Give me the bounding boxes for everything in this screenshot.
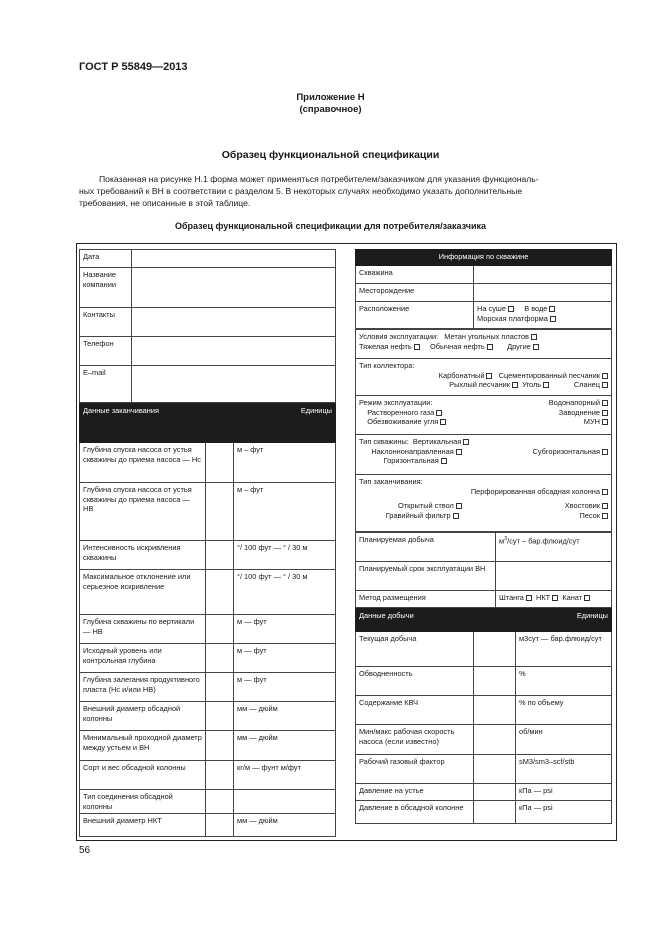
email-field[interactable] xyxy=(132,366,336,403)
date-label: Дата xyxy=(80,250,132,268)
table-row xyxy=(356,725,612,755)
value-field[interactable] xyxy=(206,615,234,644)
value-field[interactable] xyxy=(206,761,234,790)
table-header-row xyxy=(80,404,336,443)
param-unit: м — фут xyxy=(234,644,336,673)
param-unit: м – фут xyxy=(234,443,336,483)
param-unit: мм — дюйм xyxy=(234,702,336,731)
well-type-line xyxy=(359,456,608,466)
table-row xyxy=(356,302,612,329)
contacts-field[interactable] xyxy=(132,308,336,337)
mode-line xyxy=(359,398,608,408)
table-row xyxy=(80,673,336,702)
table-row xyxy=(80,570,336,615)
mode-cell xyxy=(356,396,612,435)
location-options xyxy=(474,302,612,329)
contacts-label: Контакты xyxy=(80,308,132,337)
table-row xyxy=(80,366,336,403)
table-row xyxy=(356,435,612,475)
planned-production-unit: $м^3$/сут – бар.флюид/сут xyxy=(496,533,612,562)
value-field[interactable] xyxy=(206,570,234,615)
table-header-row xyxy=(356,250,612,266)
value-field[interactable] xyxy=(474,725,516,755)
param-label: Внешний диаметр обсадной колонны xyxy=(80,702,206,731)
table-row xyxy=(80,308,336,337)
option-cemented-sand: Сцементированный песчаник xyxy=(498,370,600,380)
value-field[interactable] xyxy=(474,784,516,801)
table-row xyxy=(356,533,612,562)
param-label: Давление в обсадной колонне xyxy=(356,801,474,824)
customer-data-column xyxy=(79,249,336,837)
option-heavy-oil: Тяжелая нефть xyxy=(359,341,412,351)
table-row xyxy=(80,443,336,483)
checkbox-onshore[interactable] xyxy=(508,306,514,312)
date-field[interactable] xyxy=(132,250,336,268)
option-vertical: Вертикальная xyxy=(412,437,462,446)
option-horizontal: Горизонтальная xyxy=(383,456,439,465)
param-unit: °/ 100 фут — ° / 30 м xyxy=(234,570,336,615)
value-field[interactable] xyxy=(474,801,516,824)
table-row xyxy=(80,702,336,731)
value-field[interactable] xyxy=(206,644,234,673)
location-line xyxy=(477,304,608,314)
phone-label: Телефон xyxy=(80,337,132,366)
company-field[interactable] xyxy=(132,268,336,308)
param-label: Сорт и вес обсадной колонны xyxy=(80,761,206,790)
checkbox-rod[interactable] xyxy=(526,595,532,601)
param-unit: % по объему xyxy=(516,696,612,725)
well-type-line xyxy=(359,447,608,457)
option-water-drive: Водонапорный xyxy=(548,398,600,407)
well-label: Скважина xyxy=(356,266,474,284)
param-label: Исходный уровень или контрольная глубина xyxy=(80,644,206,673)
placement-label: Метод размещения xyxy=(356,591,496,608)
table-row xyxy=(356,784,612,801)
param-label: Текущая добыча xyxy=(356,632,474,667)
value-field[interactable] xyxy=(206,702,234,731)
param-unit: sM3/sm3–scf/stb xyxy=(516,755,612,784)
table-row xyxy=(80,268,336,308)
param-label: Глубина скважины по вертикали — HB xyxy=(80,615,206,644)
option-solution-gas: Растворенного газа xyxy=(367,407,435,417)
option-sand: Песок xyxy=(579,510,600,520)
option-deviated: Наклоннонаправленная xyxy=(371,446,454,456)
conditions-line xyxy=(359,332,608,342)
well-type-line xyxy=(359,437,608,447)
table-row xyxy=(356,284,612,302)
option-liner: Хвостовик xyxy=(564,501,600,510)
option-offshore: Морская платформа xyxy=(477,313,548,323)
table-row xyxy=(356,266,612,284)
param-unit: м — фут xyxy=(234,673,336,702)
checkbox-in-water[interactable] xyxy=(549,306,555,312)
option-coalbed-methane: Метан угольных пластов xyxy=(444,332,529,341)
option-subhorizontal: Субгоризонтальная xyxy=(532,446,600,456)
checkbox-gravel[interactable] xyxy=(453,513,459,519)
option-coal-dewatering: Обезвоживание угля xyxy=(367,417,439,426)
checkbox-other[interactable] xyxy=(533,344,539,350)
checkbox-heavy-oil[interactable] xyxy=(414,344,420,350)
well-info-header: Информация по скважине xyxy=(356,250,612,266)
option-loose-sand: Рыхлый песчаник xyxy=(449,380,511,389)
option-mun: МУН xyxy=(583,417,600,426)
param-label: Глубина залегания продуктивного пласта (Hc и/или HB) xyxy=(80,673,206,702)
checkbox-cable[interactable] xyxy=(584,595,590,601)
checkbox-solution-gas[interactable] xyxy=(436,410,442,416)
appendix-subtitle: (справочное) xyxy=(299,104,362,115)
completion-line xyxy=(359,511,608,521)
checkbox-mun[interactable] xyxy=(602,419,608,425)
checkbox-deviated[interactable] xyxy=(456,449,462,455)
location-line xyxy=(477,314,608,324)
param-label: Глубина спуска насоса от устья скважины до приема насоса — Hc xyxy=(80,443,206,483)
planned-life-field[interactable] xyxy=(496,562,612,591)
reservoir-line xyxy=(359,380,608,390)
param-label: Внешний диаметр НКТ xyxy=(80,814,206,837)
reservoir-cell xyxy=(356,359,612,396)
param-label: Тип соединения обсадной колонны xyxy=(80,790,206,814)
table-header-row xyxy=(356,609,612,632)
units-header: Единицы xyxy=(516,609,612,632)
table-row xyxy=(80,761,336,790)
intro-line: требования, не описанные в этой таблице. xyxy=(79,198,251,208)
param-unit: кПа — psi xyxy=(516,801,612,824)
option-flooding: Заводнение xyxy=(558,407,600,417)
checkbox-coal-dewatering[interactable] xyxy=(440,419,446,425)
page-number: 56 xyxy=(79,845,91,856)
param-label: Минимальный проходной диаметр между устьем и ВН xyxy=(80,731,206,761)
well-type-label: Тип скважины: xyxy=(359,437,409,446)
email-label: E–mail xyxy=(80,366,132,403)
units-header: Единицы xyxy=(234,404,336,443)
placement-options xyxy=(496,591,612,608)
table-row xyxy=(356,330,612,359)
checkbox-liner[interactable] xyxy=(602,503,608,509)
table-row xyxy=(80,731,336,761)
option-perforated: Перфорированная обсадная колонна xyxy=(470,486,600,496)
production-table xyxy=(355,608,612,824)
value-field[interactable] xyxy=(206,541,234,570)
param-unit: мм — дюйм xyxy=(234,731,336,761)
checkbox-vertical[interactable] xyxy=(463,439,469,445)
well-data-column xyxy=(355,249,612,824)
value-field[interactable] xyxy=(474,755,516,784)
option-tubing: НКТ xyxy=(536,593,551,602)
mode-label: Режим эксплуатации: xyxy=(359,398,433,407)
checkbox-regular-oil[interactable] xyxy=(487,344,493,350)
table-row xyxy=(356,359,612,396)
option-other: Другие xyxy=(507,341,531,351)
option-onshore: На суше xyxy=(477,304,506,313)
option-coal: Уголь xyxy=(522,380,542,389)
option-rod: Штанга xyxy=(499,593,524,602)
param-unit: м – фут xyxy=(234,483,336,541)
well-info-table xyxy=(355,249,612,329)
param-label: Обводненность xyxy=(356,667,474,696)
param-label: Рабочий газовый фактор xyxy=(356,755,474,784)
reservoir-label: Тип коллектора: xyxy=(359,361,415,370)
section-title: Образец функциональной спецификации xyxy=(221,149,440,161)
value-field[interactable] xyxy=(206,483,234,541)
planning-table xyxy=(355,532,612,608)
document-header: ГОСТ Р 55849—2013 xyxy=(79,61,188,73)
field-label: Месторождение xyxy=(356,284,474,302)
completion-header: Данные заканчивания xyxy=(80,404,234,443)
value-field[interactable] xyxy=(206,814,234,837)
table-row xyxy=(80,541,336,570)
table-row xyxy=(80,644,336,673)
completion-line xyxy=(359,501,608,511)
table-row xyxy=(356,801,612,824)
param-unit: % xyxy=(516,667,612,696)
planned-production-label: Планируемая добыча xyxy=(356,533,496,562)
intro-line: ных требований к ВН в соответствии с разделом 5. В некоторых случаях необходимо указать дополнительные xyxy=(79,186,523,196)
table-row xyxy=(80,337,336,366)
completion-type-cell xyxy=(356,475,612,532)
planned-life-label: Планируемый срок эксплуатации ВН xyxy=(356,562,496,591)
checkbox-cemented-sand[interactable] xyxy=(602,373,608,379)
value-field[interactable] xyxy=(206,790,234,814)
param-unit: об/мин xyxy=(516,725,612,755)
well-type-cell xyxy=(356,435,612,475)
table-row xyxy=(356,562,612,591)
checkbox-tubing[interactable] xyxy=(552,595,558,601)
param-unit xyxy=(234,790,336,814)
checkbox-horizontal[interactable] xyxy=(441,458,447,464)
table-row xyxy=(80,615,336,644)
checkbox-coalbed-methane[interactable] xyxy=(531,334,537,340)
value-field[interactable] xyxy=(474,667,516,696)
table-row xyxy=(356,755,612,784)
table-row xyxy=(356,475,612,532)
param-unit: м3сут — бар.флюид/сут xyxy=(516,632,612,667)
conditions-label: Условия эксплуатации: xyxy=(359,332,439,341)
option-in-water: В воде xyxy=(524,304,548,313)
table-row xyxy=(356,396,612,435)
value-field[interactable] xyxy=(206,443,234,483)
mode-line xyxy=(359,408,608,418)
form-title: Образец функциональной спецификации для потребителя/заказчика xyxy=(174,221,487,231)
completion-line xyxy=(359,487,608,497)
param-label: Давление на устье xyxy=(356,784,474,801)
table-row xyxy=(80,814,336,837)
conditions-cell xyxy=(356,330,612,359)
table-row xyxy=(356,667,612,696)
phone-field[interactable] xyxy=(132,337,336,366)
param-label: Интенсивность искривления скважины xyxy=(80,541,206,570)
completion-type-label: Тип заканчивания: xyxy=(359,477,423,486)
reservoir-line xyxy=(359,371,608,381)
param-label: Глубина спуска насоса от устья скважины до приема насоса — HB xyxy=(80,483,206,541)
value-field[interactable] xyxy=(474,632,516,667)
location-label: Расположение xyxy=(356,302,474,329)
intro-paragraph xyxy=(79,173,614,209)
value-field[interactable] xyxy=(474,696,516,725)
param-unit: м — фут xyxy=(234,615,336,644)
param-label: Содержание КВЧ xyxy=(356,696,474,725)
checkbox-open-hole[interactable] xyxy=(456,503,462,509)
field-field[interactable] xyxy=(474,284,612,302)
param-label: Мин/макс рабочая скорость насоса (если известно) xyxy=(356,725,474,755)
param-label: Максимальное отклонение или серьезное искривление xyxy=(80,570,206,615)
table-row xyxy=(356,632,612,667)
well-field[interactable] xyxy=(474,266,612,284)
checkbox-loose-sand[interactable] xyxy=(512,382,518,388)
intro-line: Показанная на рисунке Н.1 форма может применяться потребителем/заказчиком для указания функциональ- xyxy=(99,174,539,184)
value-field[interactable] xyxy=(206,731,234,761)
checkbox-flooding[interactable] xyxy=(602,410,608,416)
option-cable: Канат xyxy=(562,593,583,602)
table-row xyxy=(80,250,336,268)
param-unit: °/ 100 фут — ° / 30 м xyxy=(234,541,336,570)
company-label: Название компании xyxy=(80,268,132,308)
param-unit: кг/м — фунт м/фут xyxy=(234,761,336,790)
param-unit: мм — дюйм xyxy=(234,814,336,837)
conditions-table xyxy=(355,329,612,532)
checkbox-subhorizontal[interactable] xyxy=(602,449,608,455)
table-row xyxy=(356,591,612,608)
mode-line xyxy=(359,417,608,427)
checkbox-water-drive[interactable] xyxy=(602,400,608,406)
checkbox-carbonate[interactable] xyxy=(486,373,492,379)
param-unit: кПа — psi xyxy=(516,784,612,801)
table-row xyxy=(356,696,612,725)
checkbox-perforated[interactable] xyxy=(602,489,608,495)
contact-table xyxy=(79,249,336,403)
table-row xyxy=(80,483,336,541)
option-gravel: Гравийный фильтр xyxy=(385,510,451,520)
production-header: Данные добычи xyxy=(356,609,516,632)
option-open-hole: Открытый ствол xyxy=(398,501,454,510)
option-carbonate: Карбонатный xyxy=(438,370,485,380)
checkbox-offshore[interactable] xyxy=(550,316,556,322)
checkbox-sand[interactable] xyxy=(602,513,608,519)
checkbox-shale[interactable] xyxy=(602,382,608,388)
option-shale: Сланец xyxy=(573,380,600,389)
appendix-title: Приложение Н xyxy=(296,92,365,103)
completion-table xyxy=(79,403,336,837)
checkbox-coal[interactable] xyxy=(543,382,549,388)
conditions-line xyxy=(359,342,608,352)
option-regular-oil: Обычная нефть xyxy=(430,341,485,351)
value-field[interactable] xyxy=(206,673,234,702)
table-row xyxy=(80,790,336,814)
